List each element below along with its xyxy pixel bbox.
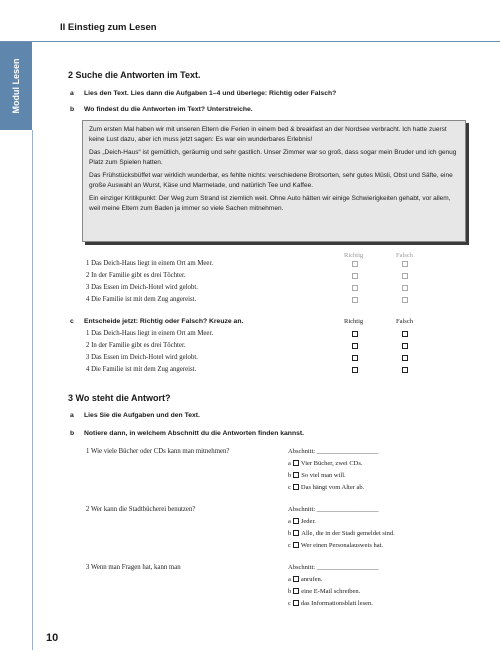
- statement-faded: 3 Das Essen im Deich-Hotel wird gelobt.: [86, 284, 198, 291]
- checkbox[interactable]: [293, 576, 299, 582]
- statement: 4 Die Familie ist mit dem Zug angereist.: [86, 366, 197, 373]
- passage-paragraph: Das „Deich-Haus“ ist gemütlich, geräumig und sehr gastlich. Unser Zimmer war so groß, dass sogar mein Bruder und ich genug Platz zum Spielen hatten.: [89, 149, 457, 166]
- col-richtig-faded: Richtig: [344, 252, 364, 259]
- question: 3 Wenn man Fragen hat, kann man: [86, 564, 181, 571]
- abschnitt-field[interactable]: Abschnitt: ___________________: [288, 448, 379, 455]
- passage-paragraph: Das Frühstücksbüffet war wirklich wunderbar, es fehlte nichts: verschiedene Brotsorten, sehr gutes Müsli, Obst und Säfte, eine große Auswahl an Wurst, Käse und Marmelade, und natürlich Tee und Kaffee.: [89, 172, 453, 189]
- statement-faded: 2 In der Familie gibt es drei Töchter.: [86, 272, 186, 279]
- checkbox[interactable]: [293, 530, 299, 536]
- statement: 1 Das Deich-Haus liegt in einem Ort am Meer.: [86, 330, 214, 337]
- answer-option: c Wer einen Personalausweis hat.: [288, 542, 384, 549]
- question: 1 Wie viele Bücher oder CDs kann man mitnehmen?: [86, 448, 230, 455]
- page-number: 10: [46, 632, 59, 644]
- passage-paragraph: Ein einziger Kritikpunkt: Der Weg zum Strand ist ziemlich weit. Ohne Auto hätten wir einige Schwierigkeiten gehabt, vor allem, weil meine Eltern zum Baden ja immer so viele Sachen mitnehmen.: [89, 195, 451, 212]
- section-2-heading: 2 Suche die Antworten im Text.: [68, 70, 201, 80]
- task-label: a: [70, 412, 74, 419]
- checkbox-richtig[interactable]: [352, 343, 358, 349]
- checkbox[interactable]: [293, 588, 299, 594]
- section-3-heading: 3 Wo steht die Antwort?: [68, 393, 171, 403]
- col-richtig: Richtig: [344, 318, 364, 325]
- checkbox[interactable]: [402, 273, 408, 279]
- task-3a-text: Lies Sie die Aufgaben und den Text.: [84, 412, 200, 419]
- checkbox[interactable]: [293, 472, 299, 478]
- checkbox-falsch[interactable]: [402, 355, 408, 361]
- task-label: b: [70, 430, 75, 437]
- section-header: II Einstieg zum Lesen: [60, 22, 157, 33]
- task-label: b: [70, 106, 75, 113]
- task-label: a: [70, 90, 74, 97]
- checkbox[interactable]: [352, 297, 358, 303]
- abschnitt-field[interactable]: Abschnitt: ___________________: [288, 506, 379, 513]
- answer-option: a anrufen.: [288, 576, 323, 583]
- margin-line: [32, 130, 33, 650]
- checkbox[interactable]: [293, 484, 299, 490]
- checkbox[interactable]: [293, 542, 299, 548]
- checkbox[interactable]: [293, 460, 299, 466]
- col-falsch: Falsch: [396, 318, 413, 325]
- statement: 2 In der Familie gibt es drei Töchter.: [86, 342, 186, 349]
- col-falsch-faded: Falsch: [396, 252, 413, 259]
- task-2a-text: Lies den Text. Lies dann die Aufgaben 1–4 und überlege: Richtig oder Falsch?: [84, 90, 337, 97]
- checkbox-richtig[interactable]: [352, 331, 358, 337]
- abschnitt-field[interactable]: Abschnitt: ___________________: [288, 564, 379, 571]
- statement: 3 Das Essen im Deich-Hotel wird gelobt.: [86, 354, 198, 361]
- answer-option: b eine E-Mail schreiben.: [288, 588, 361, 595]
- checkbox-richtig[interactable]: [352, 355, 358, 361]
- checkbox[interactable]: [352, 285, 358, 291]
- checkbox[interactable]: [402, 297, 408, 303]
- answer-option: c das Informationsblatt lesen.: [288, 600, 373, 607]
- checkbox-falsch[interactable]: [402, 331, 408, 337]
- module-tab: [0, 42, 32, 130]
- statement-faded: 1 Das Deich-Haus liegt in einem Ort am Meer.: [86, 260, 214, 267]
- task-2c-text: Entscheide jetzt: Richtig oder Falsch? Kreuze an.: [84, 318, 244, 325]
- checkbox[interactable]: [352, 261, 358, 267]
- checkbox-falsch[interactable]: [402, 343, 408, 349]
- passage-paragraph: Zum ersten Mal haben wir mit unseren Eltern die Ferien in einem bed & breakfast an der Nordsee verbracht. Ich hatte zuerst keine Lust dazu, aber ich muss jetzt sagen: Es war ein wunderbares Erlebnis!: [89, 126, 447, 143]
- checkbox-richtig[interactable]: [352, 367, 358, 373]
- checkbox-falsch[interactable]: [402, 367, 408, 373]
- reading-passage: [82, 120, 466, 242]
- answer-option: a Vier Bücher, zwei CDs.: [288, 460, 363, 467]
- checkbox[interactable]: [402, 285, 408, 291]
- answer-option: b Alle, die in der Stadt gemeldet sind.: [288, 530, 395, 537]
- checkbox[interactable]: [293, 518, 299, 524]
- task-2b-text: Wo findest du die Antworten im Text? Unterstreiche.: [84, 106, 253, 113]
- checkbox[interactable]: [293, 600, 299, 606]
- checkbox[interactable]: [352, 273, 358, 279]
- checkbox[interactable]: [402, 261, 408, 267]
- answer-option: c Das hängt vom Alter ab.: [288, 484, 365, 491]
- module-tab-label: Modul Lesen: [11, 58, 21, 114]
- answer-option: a Jeder.: [288, 518, 316, 525]
- task-label: c: [70, 318, 74, 325]
- task-3b-text: Notiere dann, in welchem Abschnitt du die Antworten finden kannst.: [84, 430, 305, 437]
- header-divider: [0, 41, 500, 42]
- question: 2 Wer kann die Stadtbücherei benutzen?: [86, 506, 196, 513]
- statement-faded: 4 Die Familie ist mit dem Zug angereist.: [86, 296, 197, 303]
- answer-option: b So viel man will.: [288, 472, 346, 479]
